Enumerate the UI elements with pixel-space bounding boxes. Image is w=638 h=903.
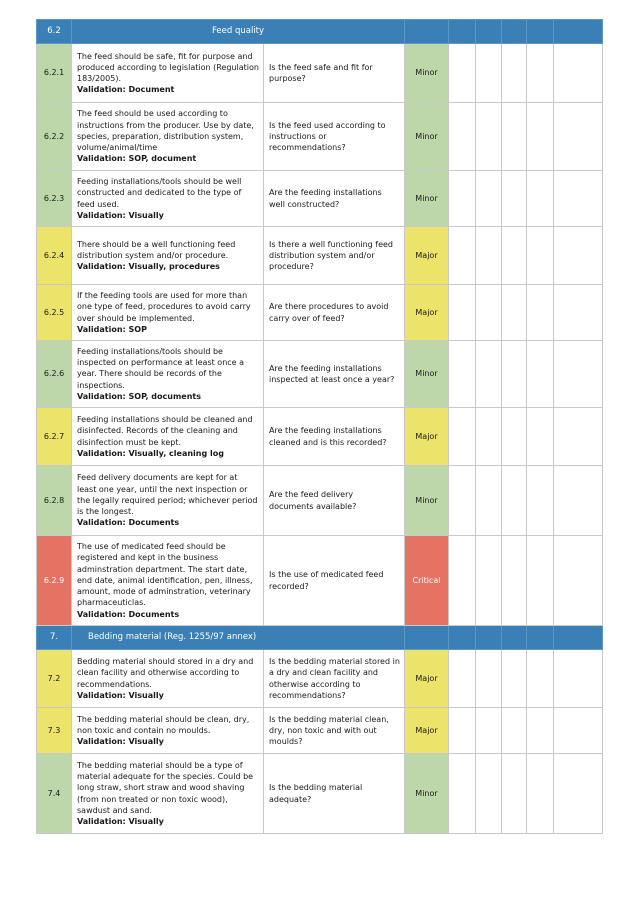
table-row — [37, 44, 603, 103]
severity-badge: Minor — [405, 44, 449, 103]
answer-cell[interactable] — [449, 341, 476, 408]
answer-cell[interactable] — [554, 341, 603, 408]
section-title: Bedding material (Reg. 1255/97 annex) — [72, 626, 405, 650]
validation-text: Validation: Documents — [77, 609, 180, 619]
answer-cell[interactable] — [502, 341, 527, 408]
answer-cell[interactable] — [502, 227, 527, 285]
section-title: Feed quality — [72, 20, 405, 44]
table-row — [37, 103, 603, 171]
validation-text: Validation: Visually — [77, 816, 164, 826]
requirement-id: 7.2 — [37, 650, 72, 708]
requirement-text: If the feeding tools are used for more than one type of feed, procedures to avoid carry over should be implemented. — [77, 291, 251, 323]
header-empty-cell — [476, 20, 502, 44]
table-row — [37, 408, 603, 466]
validation-text: Validation: Visually — [77, 737, 164, 747]
requirement-id: 6.2.3 — [37, 171, 72, 227]
requirement-cell — [72, 171, 264, 227]
answer-cell[interactable] — [449, 227, 476, 285]
header-empty-cell — [502, 20, 527, 44]
header-empty-cell — [502, 626, 527, 650]
requirement-id: 6.2.1 — [37, 44, 72, 103]
requirement-text: The bedding material should be clean, dry, non toxic and contain no moulds. — [77, 714, 250, 735]
requirement-cell — [72, 536, 264, 626]
answer-cell[interactable] — [527, 754, 554, 834]
header-empty-cell — [405, 20, 449, 44]
answer-cell[interactable] — [554, 285, 603, 341]
answer-cell[interactable] — [449, 466, 476, 536]
answer-cell[interactable] — [502, 536, 527, 626]
requirement-cell — [72, 285, 264, 341]
requirement-cell — [72, 408, 264, 466]
answer-cell[interactable] — [527, 708, 554, 754]
validation-text: Validation: Visually, cleaning log — [77, 448, 224, 458]
question-text: Is there a well functioning feed distribution system and/or procedure? — [264, 227, 405, 285]
requirement-id: 6.2.7 — [37, 408, 72, 466]
question-text: Is the use of medicated feed recorded? — [264, 536, 405, 626]
requirement-id: 6.2.9 — [37, 536, 72, 626]
severity-badge: Major — [405, 650, 449, 708]
answer-cell[interactable] — [554, 227, 603, 285]
answer-cell[interactable] — [476, 708, 502, 754]
requirement-text: Feed delivery documents are kept for at least one year, until the next inspection or the legally required period; whichever period is the longest. — [77, 473, 258, 517]
table-row — [37, 285, 603, 341]
requirement-cell — [72, 341, 264, 408]
answer-cell[interactable] — [554, 754, 603, 834]
section-number: 7. — [37, 626, 72, 650]
header-empty-cell — [554, 20, 603, 44]
answer-cell[interactable] — [554, 44, 603, 103]
requirement-text: Feeding installations/tools should be inspected on performance at least once a year. There should be records of the inspections. — [77, 346, 245, 390]
answer-cell[interactable] — [449, 171, 476, 227]
requirement-text: The feed should be safe, fit for purpose and produced according to legislation (Regulation 183/2005). — [77, 51, 259, 83]
severity-badge: Major — [405, 227, 449, 285]
header-empty-cell — [405, 626, 449, 650]
severity-badge: Minor — [405, 103, 449, 171]
answer-cell[interactable] — [449, 708, 476, 754]
section-header-row — [37, 626, 603, 650]
table-row — [37, 536, 603, 626]
requirement-id: 7.4 — [37, 754, 72, 834]
answer-cell[interactable] — [476, 285, 502, 341]
answer-cell[interactable] — [554, 103, 603, 171]
answer-cell[interactable] — [449, 44, 476, 103]
checklist-table — [36, 19, 603, 834]
severity-badge: Minor — [405, 754, 449, 834]
requirement-cell — [72, 708, 264, 754]
answer-cell[interactable] — [476, 44, 502, 103]
header-empty-cell — [527, 20, 554, 44]
answer-cell[interactable] — [449, 103, 476, 171]
answer-cell[interactable] — [476, 227, 502, 285]
question-text: Are there procedures to avoid carry over of feed? — [264, 285, 405, 341]
requirement-cell — [72, 227, 264, 285]
answer-cell[interactable] — [554, 650, 603, 708]
answer-cell[interactable] — [502, 466, 527, 536]
header-empty-cell — [476, 626, 502, 650]
severity-badge: Minor — [405, 171, 449, 227]
severity-badge: Major — [405, 408, 449, 466]
answer-cell[interactable] — [527, 285, 554, 341]
answer-cell[interactable] — [527, 171, 554, 227]
answer-cell[interactable] — [476, 754, 502, 834]
answer-cell[interactable] — [502, 650, 527, 708]
answer-cell[interactable] — [502, 103, 527, 171]
question-text: Are the feeding installations cleaned and is this recorded? — [264, 408, 405, 466]
answer-cell[interactable] — [527, 536, 554, 626]
answer-cell[interactable] — [527, 466, 554, 536]
validation-text: Validation: Document — [77, 85, 175, 95]
answer-cell[interactable] — [554, 708, 603, 754]
validation-text: Validation: Visually — [77, 690, 164, 700]
question-text: Are the feeding installations well constructed? — [264, 171, 405, 227]
answer-cell[interactable] — [476, 466, 502, 536]
answer-cell[interactable] — [502, 408, 527, 466]
answer-cell[interactable] — [554, 408, 603, 466]
requirement-text: The bedding material should be a type of material adequate for the species. Could be long straw, short straw and wood shaving (from non treated or non toxic wood), sawdust and sand. — [77, 760, 254, 815]
severity-badge: Minor — [405, 466, 449, 536]
requirement-text: Bedding material should stored in a dry and clean facility and otherwise according to recommendations. — [77, 657, 254, 689]
severity-badge: Critical — [405, 536, 449, 626]
requirement-text: The feed should be used according to instructions from the producer. Use by date, species, preparation, distribution system, volume/animal/time — [77, 109, 254, 153]
requirement-text: The use of medicated feed should be registered and kept in the business adminstration department. The start date, end date, animal identification, pen, illness, amount, mode of adminstration, veterinary pharmaceuticlas. — [77, 542, 253, 608]
header-empty-cell — [449, 626, 476, 650]
answer-cell[interactable] — [527, 341, 554, 408]
answer-cell[interactable] — [476, 171, 502, 227]
table-row — [37, 341, 603, 408]
question-text: Are the feed delivery documents available? — [264, 466, 405, 536]
answer-cell[interactable] — [554, 171, 603, 227]
table-row — [37, 754, 603, 834]
answer-cell[interactable] — [476, 408, 502, 466]
header-empty-cell — [554, 626, 603, 650]
answer-cell[interactable] — [527, 408, 554, 466]
severity-badge: Major — [405, 285, 449, 341]
question-text: Is the feed safe and fit for purpose? — [264, 44, 405, 103]
answer-cell[interactable] — [502, 285, 527, 341]
requirement-text: Feeding installations/tools should be well constructed and dedicated to the type of feed used. — [77, 177, 242, 209]
requirement-cell — [72, 754, 264, 834]
section-header-row — [37, 20, 603, 44]
validation-text: Validation: SOP — [77, 324, 147, 334]
answer-cell[interactable] — [502, 171, 527, 227]
answer-cell[interactable] — [449, 754, 476, 834]
answer-cell[interactable] — [502, 754, 527, 834]
answer-cell[interactable] — [476, 103, 502, 171]
answer-cell[interactable] — [554, 536, 603, 626]
requirement-id: 6.2.8 — [37, 466, 72, 536]
requirement-cell — [72, 466, 264, 536]
answer-cell[interactable] — [449, 285, 476, 341]
answer-cell[interactable] — [476, 341, 502, 408]
validation-text: Validation: SOP, documents — [77, 391, 201, 401]
section-number: 6.2 — [37, 20, 72, 44]
requirement-id: 7.3 — [37, 708, 72, 754]
answer-cell[interactable] — [449, 650, 476, 708]
header-empty-cell — [527, 626, 554, 650]
answer-cell[interactable] — [449, 408, 476, 466]
requirement-cell — [72, 650, 264, 708]
requirement-id: 6.2.5 — [37, 285, 72, 341]
answer-cell[interactable] — [502, 44, 527, 103]
answer-cell[interactable] — [449, 536, 476, 626]
table-row — [37, 227, 603, 285]
answer-cell[interactable] — [476, 536, 502, 626]
validation-text: Validation: Visually, procedures — [77, 262, 220, 272]
answer-cell[interactable] — [527, 103, 554, 171]
validation-text: Validation: Documents — [77, 518, 180, 528]
table-row — [37, 708, 603, 754]
table-row — [37, 650, 603, 708]
validation-text: Validation: Visually — [77, 210, 164, 220]
requirement-text: Feeding installations should be cleaned and disinfected. Records of the cleaning and disinfection must be kept. — [77, 415, 253, 447]
requirement-id: 6.2.2 — [37, 103, 72, 171]
requirement-id: 6.2.4 — [37, 227, 72, 285]
answer-cell[interactable] — [527, 650, 554, 708]
question-text: Is the bedding material clean, dry, non toxic and with out moulds? — [264, 708, 405, 754]
validation-text: Validation: SOP, document — [77, 154, 197, 164]
answer-cell[interactable] — [527, 227, 554, 285]
requirement-id: 6.2.6 — [37, 341, 72, 408]
answer-cell[interactable] — [527, 44, 554, 103]
question-text: Is the feed used according to instructions or recommendations? — [264, 103, 405, 171]
header-empty-cell — [449, 20, 476, 44]
requirement-text: There should be a well functioning feed distribution system and/or procedure. — [77, 239, 236, 260]
question-text: Are the feeding installations inspected at least once a year? — [264, 341, 405, 408]
question-text: Is the bedding material stored in a dry and clean facility and otherwise according to recommendations? — [264, 650, 405, 708]
severity-badge: Minor — [405, 341, 449, 408]
answer-cell[interactable] — [554, 466, 603, 536]
table-row — [37, 171, 603, 227]
requirement-cell — [72, 44, 264, 103]
answer-cell[interactable] — [502, 708, 527, 754]
severity-badge: Major — [405, 708, 449, 754]
requirement-cell — [72, 103, 264, 171]
question-text: Is the bedding material adequate? — [264, 754, 405, 834]
table-row — [37, 466, 603, 536]
answer-cell[interactable] — [476, 650, 502, 708]
